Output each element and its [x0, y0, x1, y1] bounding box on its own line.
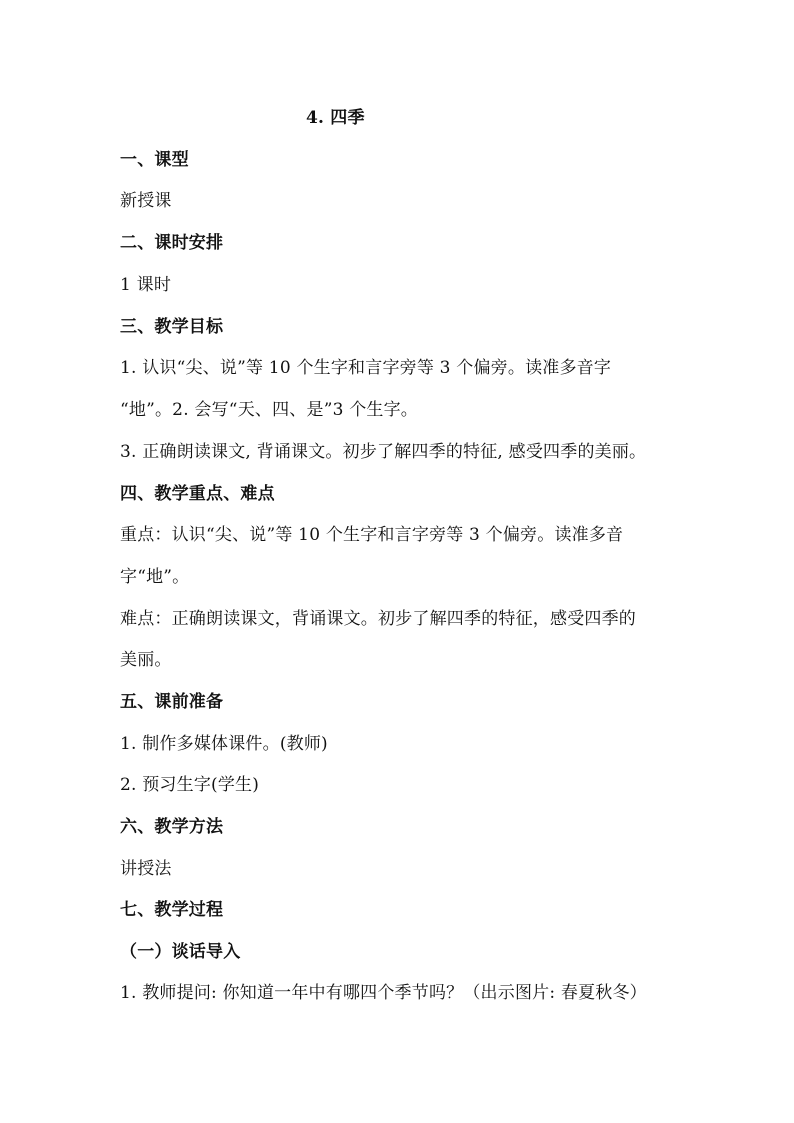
teaching-method-text: 讲授法: [120, 859, 172, 879]
section-heading-course-type: 一、课型: [120, 150, 189, 170]
document-title: 4. 四季: [306, 108, 365, 128]
class-hours-text: 1 课时: [120, 275, 172, 295]
section-heading-teaching-process: 七、教学过程: [120, 900, 224, 920]
preparation-line-1: 1. 制作多媒体课件。(教师): [120, 734, 328, 754]
teaching-goal-line-3: 3. 正确朗读课文, 背诵课文。初步了解四季的特征, 感受四季的美丽。: [120, 442, 647, 462]
section-heading-class-hours: 二、课时安排: [120, 233, 224, 253]
section-heading-preparation: 五、课前准备: [120, 692, 224, 712]
preparation-line-2: 2. 预习生字(学生): [120, 775, 260, 795]
process-line-1: 1. 教师提问: 你知道一年中有哪四个季节吗？（出示图片: 春夏秋冬）: [120, 983, 647, 1003]
difficulty-line-2: 美丽。: [120, 650, 172, 670]
difficulty-line-1: 难点：正确朗读课文，背诵课文。初步了解四季的特征，感受四季的: [120, 609, 636, 629]
key-point-line-1: 重点：认识“尖、说”等 10 个生字和言字旁等 3 个偏旁。读准多音: [120, 525, 624, 545]
teaching-goal-line-1: 1. 认识“尖、说”等 10 个生字和言字旁等 3 个偏旁。读准多音字: [120, 358, 612, 378]
subsection-heading-intro: （一）谈话导入: [120, 942, 241, 962]
section-heading-teaching-goals: 三、教学目标: [120, 317, 224, 337]
key-point-line-2: 字“地”。: [120, 567, 190, 587]
section-heading-teaching-method: 六、教学方法: [120, 817, 224, 837]
teaching-goal-line-2: “地”。2. 会写“天、四、是”3 个生字。: [120, 400, 419, 420]
course-type-text: 新授课: [120, 191, 172, 211]
section-heading-key-points: 四、教学重点、难点: [120, 484, 275, 504]
